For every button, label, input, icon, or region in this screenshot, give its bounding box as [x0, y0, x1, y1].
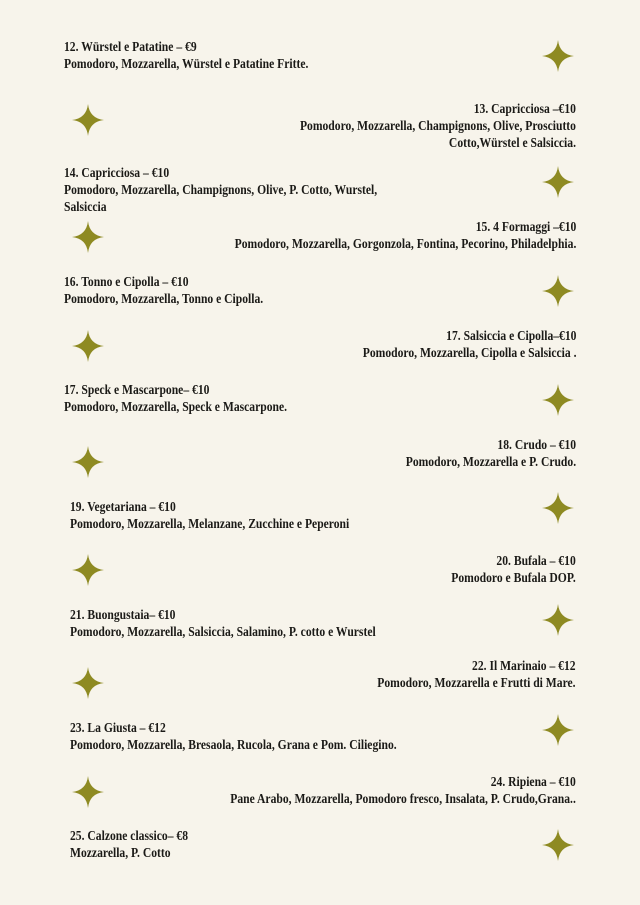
menu-item [64, 381, 287, 415]
menu-item-ingredients: Pomodoro, Mozzarella, Melanzane, Zucchine e Peperoni [70, 516, 350, 531]
menu-item-title: 16. Tonno e Cipolla – €10 [64, 274, 189, 289]
four-point-star-icon [541, 39, 575, 73]
menu-item-title: 12. Würstel e Patatine – €9 [64, 39, 197, 54]
menu-item-title: 22. Il Marinaio – €12 [472, 658, 576, 673]
menu-item-ingredients: Pomodoro, Mozzarella, Speck e Mascarpone. [64, 399, 288, 414]
menu-item [230, 773, 576, 807]
four-point-star-icon [71, 103, 105, 137]
four-point-star-icon [541, 165, 575, 199]
menu-item-ingredients: Pomodoro, Mozzarella, Gorgonzola, Fontina, Pecorino, Philadelphia. [234, 236, 576, 251]
menu-item [452, 552, 576, 586]
four-point-star-icon [541, 603, 575, 637]
menu-item-ingredients: Pomodoro, Mozzarella e Frutti di Mare. [377, 675, 576, 690]
four-point-star-icon [71, 553, 105, 587]
menu-item-ingredients: Pomodoro, Mozzarella, Salsiccia, Salamino, P. cotto e Wurstel [70, 624, 376, 639]
menu-item-ingredients: Pomodoro, Mozzarella, Bresaola, Rucola, Grana e Pom. Ciliegino. [70, 737, 397, 752]
menu-item-title: 20. Bufala – €10 [496, 553, 576, 568]
menu-item [378, 657, 576, 691]
menu-item-ingredients: Pomodoro, Mozzarella, Champignons, Olive, Prosciutto [299, 118, 576, 133]
menu-item [406, 436, 576, 470]
four-point-star-icon [541, 713, 575, 747]
menu-item [70, 498, 349, 532]
menu-item-ingredients: Pomodoro, Mozzarella, Cipolla e Salsiccia . [362, 345, 576, 360]
menu-item-ingredients: Pane Arabo, Mozzarella, Pomodoro fresco, Insalata, P. Crudo,Grana.. [230, 791, 576, 806]
menu-item-title: 21. Buongustaia– €10 [70, 607, 176, 622]
four-point-star-icon [541, 274, 575, 308]
menu-item-ingredients: Pomodoro, Mozzarella e P. Crudo. [405, 454, 576, 469]
menu-item-title: 24. Ripiena – €10 [490, 774, 576, 789]
menu-item [70, 719, 397, 753]
menu-item-title: 19. Vegetariana – €10 [70, 499, 176, 514]
menu-item [70, 606, 376, 640]
four-point-star-icon [71, 329, 105, 363]
menu-item-title: 17. Salsiccia e Cipolla–€10 [445, 328, 576, 343]
menu-item-ingredients: Pomodoro, Mozzarella, Tonno e Cipolla. [64, 291, 264, 306]
menu-item-ingredients: Pomodoro, Mozzarella, Champignons, Olive, P. Cotto, Wurstel, [64, 182, 378, 197]
four-point-star-icon [71, 666, 105, 700]
four-point-star-icon [541, 828, 575, 862]
menu-item-title: 14. Capricciosa – €10 [64, 165, 170, 180]
menu-item [64, 164, 377, 215]
menu-item-title: 23. La Giusta – €12 [70, 720, 166, 735]
menu-item-title: 13. Capricciosa –€10 [473, 101, 576, 116]
four-point-star-icon [541, 383, 575, 417]
four-point-star-icon [71, 445, 105, 479]
menu-item-ingredients: Salsiccia [64, 199, 107, 214]
four-point-star-icon [71, 220, 105, 254]
menu-item [64, 273, 263, 307]
menu-item [70, 827, 188, 861]
menu-item [362, 327, 576, 361]
four-point-star-icon [71, 775, 105, 809]
menu-item-title: 25. Calzone classico– €8 [70, 828, 189, 843]
four-point-star-icon [541, 491, 575, 525]
menu-item [300, 100, 576, 151]
menu-item-title: 15. 4 Formaggi –€10 [475, 219, 576, 234]
menu-item-title: 18. Crudo – €10 [497, 437, 576, 452]
menu-item [234, 218, 576, 252]
menu-item-title: 17. Speck e Mascarpone– €10 [64, 382, 210, 397]
menu-item-ingredients: Pomodoro e Bufala DOP. [451, 570, 576, 585]
menu-item-ingredients: Pomodoro, Mozzarella, Würstel e Patatine Fritte. [64, 56, 309, 71]
menu-item-ingredients: Cotto,Würstel e Salsiccia. [448, 135, 576, 150]
menu-item-ingredients: Mozzarella, P. Cotto [70, 845, 171, 860]
menu-item [64, 38, 308, 72]
